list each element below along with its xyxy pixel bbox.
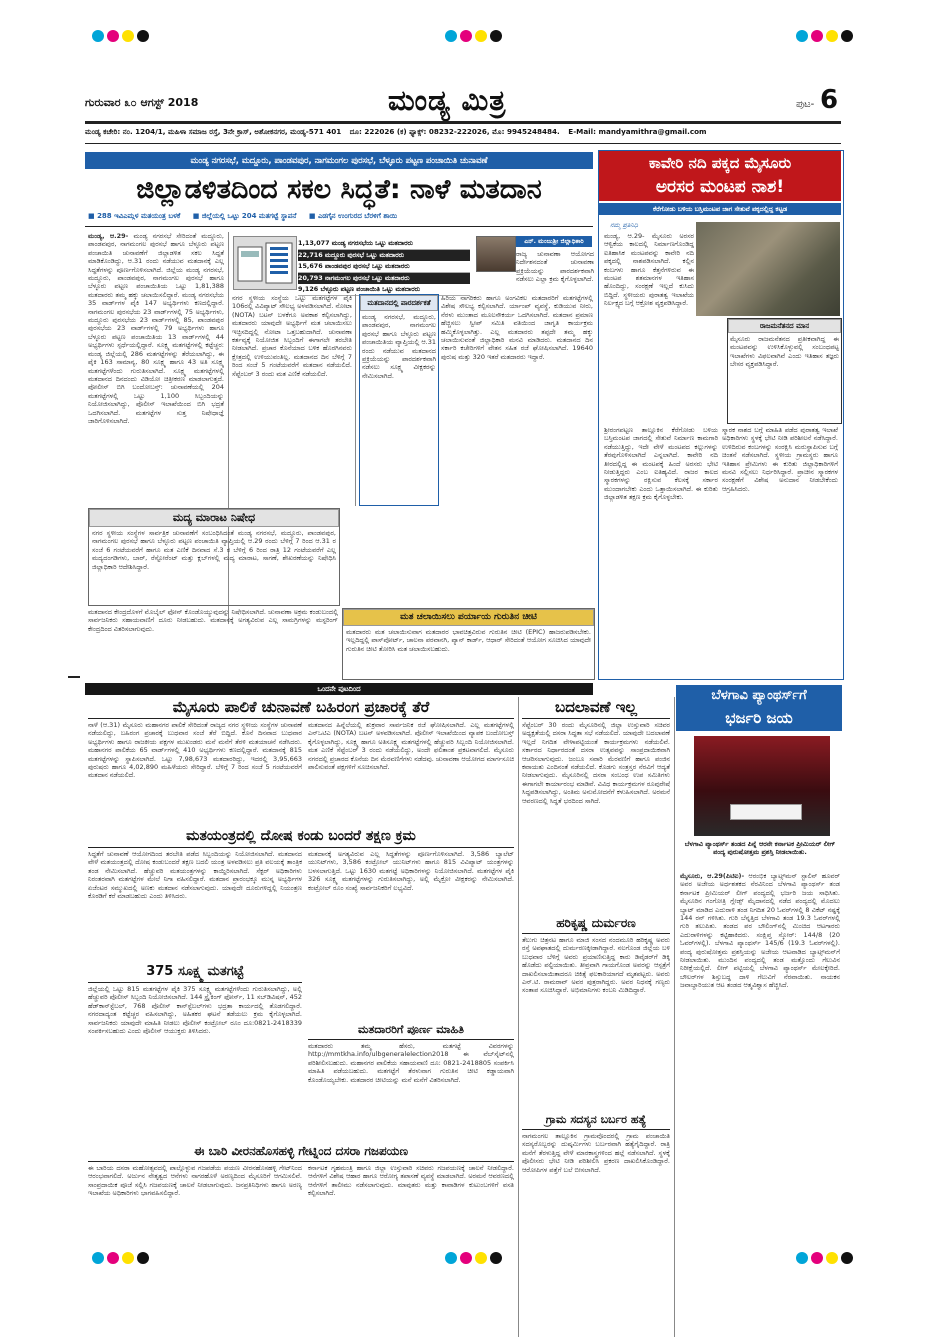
registration-dot [841,1252,853,1264]
mid-band: ಒಂದನೇ ಪುಟದಿಂದ [85,683,593,695]
bullet-2: ■ ಜಿಲ್ಲೆಯಲ್ಲಿ ಒಟ್ಟು 204 ಮತಗಟ್ಟೆ ಸ್ಥಾಪನೆ [192,212,297,220]
inset-title: ರಾಜಮನೆತನದ ಮಾನ [728,319,841,333]
registration-dot [92,1252,104,1264]
rule [522,933,670,934]
registration-dot [796,1252,808,1264]
registration-dot [841,30,853,42]
story-5-body: ಮತದಾರರು ತಮ್ಮ ಹೆಸರು, ಮತಗಟ್ಟೆ ವಿವರಗಳನ್ನು http://mmtkha.info/ulbgeneralelection2018 ಈ ವೆಬ್‌ಸೈಟ್‌ನಲ್ಲಿ ಪರಿಶೀಲಿಸಬಹುದು. ಮಹಾನಗರ ಪಾಲಿಕೆಯ ಸಹಾಯವಾಣಿ ದೂ: 0821-2418805 ಸಂಪರ್ಕಿಸಿ ಮಾಹಿತಿ ಪಡೆಯಬಹುದು. ಮತಗಟ್ಟೆಗೆ ತೆರಳುವಾಗ ಗುರುತಿನ ಚೀಟಿ ಕಡ್ಡಾಯವಾಗಿ ಕೊಂಡೊಯ್ಯಬೇಕು. ಮತದಾರರ ಚೀಟಿಯನ್ನು ಮನೆ ಮನೆಗೆ ವಿತರಿಸಲಾಗಿದೆ. [308,1042,514,1084]
lead-headline: ಜಿಲ್ಲಾಡಳಿತದಿಂದ ಸಕಲ ಸಿದ್ಧತೆ: ನಾಳೆ ಮತದಾನ [136,174,542,205]
header-rule [85,121,841,124]
lead-col-bottom: ಮತದಾನದ ಕೇಂದ್ರದೊಳಗೆ ಮೊಬೈಲ್ ಫೋನ್ ಕೊಂಡೊಯ್ಯುವುದನ್ನು ನಿಷೇಧಿಸಲಾಗಿದೆ. ಚುನಾವಣಾ ಅಕ್ರಮ ಕಂಡುಬಂದಲ್ಲಿ ಸಾರ್ವಜನಿಕರು ಸಹಾಯವಾಣಿಗೆ ದೂರು ನೀಡಬಹುದು. ಮತದಾನಕ್ಕೆ ಅಗತ್ಯವಿರುವ ಎಲ್ಲ ಸಾಮಗ್ರಿಗಳನ್ನು ಮಸ್ಟರಿಂಗ್ ಕೇಂದ್ರದಿಂದ ವಿತರಿಸಲಾಗುವುದು. [88,608,338,633]
col-divider [518,697,519,1337]
story-1-col-1: ನಾಳೆ (ಆ.31) ಮೈಸೂರು ಮಹಾನಗರ ಪಾಲಿಕೆ ಸೇರಿದಂತೆ ರಾಜ್ಯದ ನಗರ ಸ್ಥಳೀಯ ಸಂಸ್ಥೆಗಳ ಚುನಾವಣೆ ನಡೆಯಲಿದ್ದು, ಬಹಿರಂಗ ಪ್ರಚಾರಕ್ಕೆ ಬುಧವಾರ ಸಂಜೆ ತೆರೆ ಬಿದ್ದಿದೆ. ಕೊನೆ ದಿನವಾದ ಬುಧವಾರ ಅಭ್ಯರ್ಥಿಗಳು ಹಾಗೂ ರಾಜಕೀಯ ಪಕ್ಷಗಳ ಮುಖಂಡರು ಮನೆ ಮನೆಗೆ ತೆರಳಿ ಮತಯಾಚನೆ ನಡೆಸಿದರು. ಮಹಾನಗರ ಪಾಲಿಕೆಯ 65 ವಾರ್ಡ್‌ಗಳಲ್ಲಿ 410 ಅಭ್ಯರ್ಥಿಗಳು ಕಣದಲ್ಲಿದ್ದಾರೆ. ಮತದಾನಕ್ಕೆ 815 ಮತಗಟ್ಟೆಗಳನ್ನು ಸ್ಥಾಪಿಸಲಾಗಿದೆ. ಒಟ್ಟು 7,98,673 ಮತದಾರರಿದ್ದು, ಇದರಲ್ಲಿ 3,95,663 ಪುರುಷರು ಹಾಗೂ 4,02,890 ಮಹಿಳೆಯರು ಸೇರಿದ್ದಾರೆ. ಬೆಳಿಗ್ಗೆ 7 ರಿಂದ ಸಂಜೆ 5 ಗಂಟೆಯವರೆಗೆ ಮತದಾನ ನಡೆಯಲಿದೆ. [88,721,302,780]
sport-headline-line-1: ಬೆಳಗಾವಿ ಪ್ಯಾಂಥರ್ಸ್‌ಗೆ [711,688,807,703]
right-byline: ನಮ್ಮ ಪ್ರತಿನಿಧಿ [610,221,638,229]
registration-dot [137,1252,149,1264]
registration-dot [445,30,457,42]
alt-id-box [342,608,595,680]
registration-dot [122,30,134,42]
sport-body: ಮೈಸೂರು, ಆ.29(ಪಿಟಿಐ)- ಆರಂಭಿಕ ಬ್ಯಾಟ್ಸ್‌ಮನ್ ಸ್ಟಾಲಿನ್ ಹೂವರ್ ಅವರ ಅಜೇಯ ಅರ್ಧಶತಕದ ನೆರವಿನಿಂದ ಬೆಳಗಾವಿ ಪ್ಯಾಂಥರ್ಸ್ ತಂಡ ಕರ್ನಾಟಕ ಪ್ರೀಮಿಯರ್ ಲೀಗ್ ಪಂದ್ಯದಲ್ಲಿ ಭರ್ಜರಿ ಜಯ ಸಾಧಿಸಿತು. ಮೈಸೂರಿನ ಗಂಗೋತ್ರಿ ಗ್ಲೇಡ್ಸ್ ಮೈದಾನದಲ್ಲಿ ನಡೆದ ಪಂದ್ಯದಲ್ಲಿ ಮೊದಲು ಬ್ಯಾಟ್ ಮಾಡಿದ ಎದುರಾಳಿ ತಂಡ ನಿಗದಿತ 20 ಓವರ್‌ಗಳಲ್ಲಿ 8 ವಿಕೆಟ್ ನಷ್ಟಕ್ಕೆ 144 ರನ್ ಗಳಿಸಿತು. ಗುರಿ ಬೆನ್ನತ್ತಿದ ಬೆಳಗಾವಿ ತಂಡ 19.3 ಓವರ್‌ಗಳಲ್ಲಿ ಗುರಿ ತಲುಪಿತು. ತಂಡದ ಪರ ಬೌಲಿಂಗ್‌ನಲ್ಲಿ ಮಿಂಚಿದ ಆಟಗಾರರು ಎದುರಾಳಿಗಳನ್ನು ಕಟ್ಟಿಹಾಕಿದರು. ಸಂಕ್ಷಿಪ್ತ ಸ್ಕೋರ್: 144/8 (20 ಓವರ್‌ಗಳಲ್ಲಿ). ಬೆಳಗಾವಿ ಪ್ಯಾಂಥರ್ಸ್ 145/6 (19.3 ಓವರ್‌ಗಳಲ್ಲಿ). ಪಂದ್ಯ ಪುರುಷೋತ್ತಮ ಪ್ರಶಸ್ತಿಯನ್ನು ಅಜೇಯ ಆಟವಾಡಿದ ಬ್ಯಾಟ್ಸ್‌ಮನ್‌ಗೆ ನೀಡಲಾಯಿತು. ಮುಂದಿನ ಪಂದ್ಯದಲ್ಲಿ ತಂಡ ಮತ್ತೊಂದು ಗೆಲುವಿನ ನಿರೀಕ್ಷೆಯಲ್ಲಿದೆ. ಲೀಗ್ ಪಟ್ಟಿಯಲ್ಲಿ ಬೆಳಗಾವಿ ಪ್ಯಾಂಥರ್ಸ್ ಮೇಲಕ್ಕೇರಿದೆ. ಬೌಲರ್‌ಗಳ ಶಿಸ್ತುಬದ್ಧ ದಾಳಿ ಗೆಲುವಿಗೆ ನೆರವಾಯಿತು. ನಾಯಕನ ಜವಾಬ್ದಾರಿಯುತ ಆಟ ತಂಡದ ಆತ್ಮವಿಶ್ವಾಸ ಹೆಚ್ಚಿಸಿದೆ. [680,872,840,990]
registration-dot [460,30,472,42]
lead-kicker: ಮಂಡ್ಯ ನಗರಸಭೆ, ಮದ್ದೂರು, ಪಾಂಡವಪುರ, ನಾಗಮಂಗಲ ಪುರಸಭೆ, ಬೆಳ್ಳೂರು ಪಟ್ಟಣ ಪಂಚಾಯಿತಿ ಚುನಾವಣೆ [85,152,593,169]
story-2-title: ಬದಲಾವಣೆ ಇಲ್ಲ [555,698,637,716]
registration-dot [445,1252,457,1264]
lead-rule [85,226,593,227]
story-3-col-1: ಸಿದ್ಧತೆಗೆ ಚುನಾವಣೆ ಆಯೋಗದಿಂದ ತರಬೇತಿ ಪಡೆದ ಸಿಬ್ಬಂದಿಯನ್ನು ನಿಯೋಜಿಸಲಾಗಿದೆ. ಮತದಾನದ ವೇಳೆ ಮತಯಂತ್ರದಲ್ಲಿ ದೋಷ ಕಂಡುಬಂದರೆ ತಕ್ಷಣ ಬದಲಿ ಯಂತ್ರ ಅಳವಡಿಸಲು ಪ್ರತಿ ವಲಯಕ್ಕೆ ತಾಂತ್ರಿಕ ತಂಡ ನೇಮಿಸಲಾಗಿದೆ. ಹೆಚ್ಚುವರಿ ಮತಯಂತ್ರಗಳನ್ನು ಕಾಯ್ದಿರಿಸಲಾಗಿದೆ. ಸೆಕ್ಟರ್ ಅಧಿಕಾರಿಗಳು ನಿರಂತರವಾಗಿ ಮತಗಟ್ಟೆಗಳ ಮೇಲೆ ನಿಗಾ ವಹಿಸಲಿದ್ದಾರೆ. ಮತದಾನ ಪ್ರಾರಂಭಕ್ಕೂ ಮುನ್ನ ಅಭ್ಯರ್ಥಿಗಳ ಏಜೆಂಟರ ಸಮ್ಮುಖದಲ್ಲಿ ಅಣಕು ಮತದಾನ ನಡೆಸಲಾಗುವುದು. ಯಾವುದೇ ದೂರುಗಳಿದ್ದಲ್ಲಿ ನಿಯಂತ್ರಣ ಕೊಠಡಿಗೆ ಕರೆ ಮಾಡಬಹುದು ಎಂದು ತಿಳಿಸಿದರು. [88,850,302,901]
registration-dot [826,1252,838,1264]
registration-dot [826,30,838,42]
trophy-cheque [730,804,802,820]
stat-row: 20,793 ನಾಗಮಂಗಲ ಪುರಸಭೆ ಒಟ್ಟು ಮತದಾರರು [298,273,470,284]
lead-body-1: ಮಂಡ್ಯ ನಗರಸಭೆ ಸೇರಿದಂತೆ ಮದ್ದೂರು, ಪಾಂಡವಪುರ, ನಾಗಮಂಗಲ ಪುರಸಭೆ ಹಾಗೂ ಬೆಳ್ಳೂರು ಪಟ್ಟಣ ಪಂಚಾಯಿತಿ ಚುನಾವಣೆಗೆ ಜಿಲ್ಲಾಡಳಿತ ಸಕಲ ಸಿದ್ಧತೆ ಮಾಡಿಕೊಂಡಿದ್ದು, ಆ.31 ರಂದು ನಡೆಯುವ ಮತದಾನಕ್ಕೆ ಎಲ್ಲ ಸಿದ್ಧತೆಗಳನ್ನು ಪೂರ್ಣಗೊಳಿಸಲಾಗಿದೆ. ಜಿಲ್ಲೆಯ ಮಂಡ್ಯ ನಗರಸಭೆ, ಮದ್ದೂರು, ಪಾಂಡವಪುರ, ನಾಗಮಂಗಲ ಪುರಸಭೆ ಹಾಗೂ ಬೆಳ್ಳೂರು ಪಟ್ಟಣ ಪಂಚಾಯಿತಿಯ ಒಟ್ಟು 1,81,388 ಮತದಾರರು ತಮ್ಮ ಹಕ್ಕು ಚಲಾಯಿಸಲಿದ್ದಾರೆ. ಮಂಡ್ಯ ನಗರಸಭೆಯ 35 ವಾರ್ಡ್‌ಗಳ ಪೈಕಿ 147 ಅಭ್ಯರ್ಥಿಗಳು ಕಣದಲ್ಲಿದ್ದಾರೆ. ನಾಗಮಂಗಲ ಪುರಸಭೆಯ 23 ವಾರ್ಡ್‌ಗಳಲ್ಲಿ 75 ಅಭ್ಯರ್ಥಿಗಳು, ಮದ್ದೂರು ಪುರಸಭೆಯ 23 ವಾರ್ಡ್‌ಗಳಲ್ಲಿ 85, ಪಾಂಡವಪುರ ಪುರಸಭೆಯ 23 ವಾರ್ಡ್‌ಗಳಲ್ಲಿ 79 ಅಭ್ಯರ್ಥಿಗಳು ಹಾಗೂ ಬೆಳ್ಳೂರು ಪಟ್ಟಣ ಪಂಚಾಯಿತಿಯ 13 ವಾರ್ಡ್‌ಗಳಲ್ಲಿ 44 ಅಭ್ಯರ್ಥಿಗಳು ಸ್ಪರ್ಧೆಯಲ್ಲಿದ್ದಾರೆ. ಸೂಕ್ಷ್ಮ ಮತಗಟ್ಟೆಗಳಲ್ಲಿ ಕಟ್ಟೆಚ್ಚರ: ಮಂಡ್ಯ ಜಿಲ್ಲೆಯಲ್ಲಿ 286 ಮತಗಟ್ಟೆಗಳನ್ನು ತೆರೆಯಲಾಗಿದ್ದು, ಈ ಪೈಕಿ 163 ಸಾಮಾನ್ಯ, 80 ಸೂಕ್ಷ್ಮ ಹಾಗೂ 43 ಅತಿ ಸೂಕ್ಷ್ಮ ಮತಗಟ್ಟೆಗಳೆಂದು ಗುರುತಿಸಲಾಗಿದೆ. ಸೂಕ್ಷ್ಮ ಮತಗಟ್ಟೆಗಳಲ್ಲಿ ಮತದಾನದ ದಿನದಂದು ವಿಡಿಯೋ ಚಿತ್ರೀಕರಣ ಮಾಡಲಾಗುತ್ತದೆ. ಪೋಲೀಸ್ ಬಿಗಿ ಬಂದೋಬಸ್ತ್: ಚುನಾವಣೆಯಲ್ಲಿ 204 ಮತಗಟ್ಟೆಗಳಲ್ಲಿ ಒಟ್ಟು 1,100 ಸಿಬ್ಬಂದಿಯನ್ನು ನಿಯೋಜಿಸಲಾಗಿದ್ದು, ಪೊಲೀಸ್ ಇಲಾಖೆಯಿಂದ ಬಿಗಿ ಭದ್ರತೆ ಒದಗಿಸಲಾಗಿದೆ. ಮತಗಟ್ಟೆಗಳ ಸುತ್ತ ನಿಷೇಧಾಜ್ಞೆ ಜಾರಿಗೊಳಿಸಲಾಗಿದೆ. [88,232,224,425]
story-3-title: ಮತಯಂತ್ರದಲ್ಲಿ ದೋಷ ಕಂಡು ಬಂದರೆ ತಕ್ಷಣ ಕ್ರಮ [186,828,416,844]
right-headline-line-1: ಕಾವೇರಿ ನದಿ ಪಕ್ಕದ ಮೈಸೂರು [648,154,792,172]
page-number: 6 [820,85,839,115]
right-headline-block [599,151,841,201]
story-7-title: ಗ್ರಾಮ ಸದಸ್ಯನ ಬರ್ಬರ ಹತ್ಯೆ [545,1113,647,1126]
registration-dot [475,1252,487,1264]
lead-bullets [88,212,593,221]
inset-box [727,318,842,424]
officer-label: ಎನ್. ಮಂಜುಶ್ರೀ ಜಿಲ್ಲಾಧಿಕಾರಿ [516,236,592,247]
rule [522,718,670,719]
header-rule-2 [85,143,841,144]
story-7-body: ನಾಗಮಂಗಲ ತಾಲ್ಲೂಕಿನ ಗ್ರಾಮವೊಂದರಲ್ಲಿ ಗ್ರಾಮ ಪಂಚಾಯಿತಿ ಸದಸ್ಯರೊಬ್ಬರನ್ನು ದುಷ್ಕರ್ಮಿಗಳು ಬರ್ಬರವಾಗಿ ಹತ್ಯೆಗೈದಿದ್ದಾರೆ. ರಾತ್ರಿ ಮನೆಗೆ ತೆರಳುತ್ತಿದ್ದ ವೇಳೆ ಮಾರಕಾಸ್ತ್ರಗಳಿಂದ ಹಲ್ಲೆ ನಡೆಸಲಾಗಿದೆ. ಸ್ಥಳಕ್ಕೆ ಪೊಲೀಸರು ಭೇಟಿ ನೀಡಿ ಪರಿಶೀಲಿಸಿ ಪ್ರಕರಣ ದಾಖಲಿಸಿಕೊಂಡಿದ್ದಾರೆ. ಆರೋಪಿಗಳ ಪತ್ತೆಗೆ ಬಲೆ ಬೀಸಲಾಗಿದೆ. [522,1132,670,1174]
story-6-body: ತೆಲುಗು ಚಿತ್ರನಟ ಹಾಗೂ ಮಾಜಿ ಸಂಸದ ನಂದಮೂರಿ ಹರಿಕೃಷ್ಣ ಅವರು ರಸ್ತೆ ಅಪಘಾತದಲ್ಲಿ ದುರ್ಮರಣಕ್ಕೀಡಾಗಿದ್ದಾರೆ. ನಲಗೊಂಡ ಜಿಲ್ಲೆಯ ಬಳಿ ಬುಧವಾರ ಬೆಳಿಗ್ಗೆ ಅವರು ಪ್ರಯಾಣಿಸುತ್ತಿದ್ದ ಕಾರು ಡಿವೈಡರ್‌ಗೆ ಡಿಕ್ಕಿ ಹೊಡೆದು ಪಲ್ಟಿಯಾಯಿತು. ತೀವ್ರವಾಗಿ ಗಾಯಗೊಂಡ ಅವರನ್ನು ಆಸ್ಪತ್ರೆಗೆ ದಾಖಲಿಸಲಾಯಿತಾದರೂ ಚಿಕಿತ್ಸೆ ಫಲಕಾರಿಯಾಗದೆ ಮೃತಪಟ್ಟರು. ಅವರು ಎನ್.ಟಿ. ರಾಮರಾವ್ ಅವರ ಪುತ್ರರಾಗಿದ್ದರು. ಅವರ ನಿಧನಕ್ಕೆ ಗಣ್ಯರು ಸಂತಾಪ ಸೂಚಿಸಿದ್ದಾರೆ. ಅಭಿಮಾನಿಗಳು ಕಂಬನಿ ಮಿಡಿದಿದ್ದಾರೆ. [522,936,670,995]
stat-row: 1,13,077 ಮಂಡ್ಯ ನಗರಸಭೆಯ ಒಟ್ಟು ಮತದಾರರು [298,238,470,250]
bullet-3: ■ ಎಡಗೈನ ಉಂಗುರದ ಬೆರಳಿಗೆ ಶಾಯಿ [308,212,398,220]
address: ಮಂಡ್ಯ ಕಚೇರಿ: ನಂ. 1204/1, ಮಹಿಳಾ ಸಮಾಜ ರಸ್ತೆ, 3ನೇ ಕ್ರಾಸ್, ಅಶೋಕನಗರ, ಮಂಡ್ಯ-571 401 [85,127,342,136]
inset-body: ಮೈಸೂರು ರಾಜಮನೆತನದ ಪ್ರತೀಕವಾಗಿದ್ದ ಈ ಮಂಟಪವನ್ನು ಉಳಿಸಿಕೊಳ್ಳುವಲ್ಲಿ ಸಂಬಂಧಪಟ್ಟ ಇಲಾಖೆಗಳು ವಿಫಲವಾಗಿವೆ ಎಂದು ಇತಿಹಾಸ ತಜ್ಞರು ಬೇಸರ ವ್ಯಕ್ತಪಡಿಸಿದ್ದಾರೆ. [730,335,839,369]
stat-row: 22,716 ಮದ್ದೂರು ಪುರಸಭೆ ಒಟ್ಟು ಮತದಾರರು [298,250,470,261]
registration-dot [107,30,119,42]
story-8-title: ಈ ಬಾರಿ ವೀರನಹೊಸಹಳ್ಳಿ ಗೇಟ್ನಿಂದ ದಸರಾ ಗಜಪಯಣ [194,1144,408,1158]
rule [88,847,514,848]
story-8-col-2: ಕರ್ನಾಟಕ ಗೃಹಮಂತ್ರಿ ಹಾಗೂ ಜಿಲ್ಲಾ ಉಸ್ತುವಾರಿ ಸಚಿವರು ಗಜಪಯಣಕ್ಕೆ ಚಾಲನೆ ನೀಡಲಿದ್ದಾರೆ. ಆನೆಗಳಿಗೆ ವಿಶೇಷ ಆಹಾರ ಹಾಗೂ ಆರೋಗ್ಯ ತಪಾಸಣೆ ವ್ಯವಸ್ಥೆ ಮಾಡಲಾಗಿದೆ. ಅರಮನೆ ಆವರಣದಲ್ಲಿ ಆನೆಗಳಿಗೆ ತಾಲೀಮು ನಡೆಸಲಾಗುವುದು. ಮಾವುತರು ಮತ್ತು ಕಾವಾಡಿಗಳ ಕುಟುಂಬಗಳಿಗೆ ವಸತಿ ಕಲ್ಪಿಸಲಾಗಿದೆ. [308,1164,514,1198]
right-sub: ಕೆರೆಗೋಡು ಬಳಿಯ ಬಸ್ತಿಮಂಟಪ ಜಾಗ ಸೇತುವೆ ಪಕ್ಕದಲ್ಲಿದ್ದ ಕಟ್ಟಡ [599,203,841,215]
story-1-title: ಮೈಸೂರು ಪಾಲಿಕೆ ಚುನಾವಣೆ ಬಹಿರಂಗ ಪ್ರಚಾರಕ್ಕೆ ತೆರೆ [172,698,430,716]
alt-id-title: ಮತ ಚಲಾಯಿಸಲು ಪರ್ಯಾಯ ಗುರುತಿನ ಚೀಟಿ [343,609,594,626]
story-5-title: ಮತದಾರರಿಗೆ ಪೂರ್ಣ ಮಾಹಿತಿ [357,1023,465,1036]
registration-dot [811,1252,823,1264]
stat-row: 9,126 ಬೆಳ್ಳೂರು ಪಟ್ಟಣ ಪಂಚಾಯಿತಿ ಒಟ್ಟು ಮತದಾರರು [298,284,470,296]
lead-col-3-top: ರಾಜ್ಯ ಚುನಾವಣಾ ಆಯೋಗದ ನಿರ್ದೇಶನದಂತೆ ಚುನಾವಣಾ ಪ್ರಕ್ರಿಯೆಯನ್ನು ಪಾರದರ್ಶಕವಾಗಿ ನಡೆಸಲು ಎಲ್ಲಾ ಕ್ರಮ ಕೈಗೊಳ್ಳಲಾಗಿದೆ. [516,250,594,284]
bullet-1: ■ 288 ಇವಿಎಮ್ಗಳ ಮತಯಂತ್ರ ಬಳಕೆ [88,212,181,220]
rule [88,982,302,983]
left-margin-mark [68,676,80,678]
ruin-photo [696,222,840,316]
lead-col-2: ನಗರ ಸ್ಥಳೀಯ ಸಂಸ್ಥೆಯ ಒಟ್ಟು ಮತಗಟ್ಟೆಗಳ ಪೈಕಿ 106ರಲ್ಲಿ ವಿವಿಪ್ಯಾಟ್ ಸೌಲಭ್ಯ ಅಳವಡಿಸಲಾಗಿದೆ. ನೋಟಾ (NOTA) ಬಟನ್ ಬಳಕೆಗೂ ಅವಕಾಶ ಕಲ್ಪಿಸಲಾಗಿದ್ದು, ಮತದಾರರು ಯಾವುದೇ ಅಭ್ಯರ್ಥಿಗೆ ಮತ ಚಲಾಯಿಸಲು ಇಚ್ಛಿಸದಿದ್ದಲ್ಲಿ ನೋಟಾ ಒತ್ತಬಹುದಾಗಿದೆ. ಚುನಾವಣಾ ಕರ್ತವ್ಯಕ್ಕೆ ನಿಯೋಜಿತ ಸಿಬ್ಬಂದಿಗೆ ಈಗಾಗಲೇ ತರಬೇತಿ ನೀಡಲಾಗಿದೆ. ಪ್ರಚಾರ ಕೊನೆಯಾದ ಬಳಿಕ ಹೊರಗಿನವರು ಕ್ಷೇತ್ರದಲ್ಲಿ ಉಳಿಯುವಂತಿಲ್ಲ. ಮತದಾನದ ದಿನ ಬೆಳಿಗ್ಗೆ 7 ರಿಂದ ಸಂಜೆ 5 ಗಂಟೆಯವರೆಗೆ ಮತದಾನ ನಡೆಯಲಿದೆ. ಸೆಪ್ಟೆಂಬರ್ 3 ರಂದು ಮತ ಎಣಿಕೆ ನಡೆಯಲಿದೆ. [232,294,352,378]
email-link[interactable]: E-Mail: mandyamithra@gmail.com [568,127,707,136]
officer-photo [476,236,516,272]
liquor-ban-title: ಮದ್ಯ ಮಾರಾಟ ನಿಷೇಧ [89,509,339,527]
rule [308,1039,514,1040]
rule [88,718,514,719]
transparency-title: ಮತದಾನದಲ್ಲಿ ಪಾರದರ್ಶಕತೆ [360,295,438,311]
right-col-1: ಮಂಡ್ಯ, ಆ.29- ಮೈಸೂರು ಅರಸರ ಆಳ್ವಿಕೆಯ ಕಾಲದಲ್ಲಿ ನಿರ್ಮಾಣಗೊಂಡಿದ್ದ ಐತಿಹಾಸಿಕ ಮಂಟಪವನ್ನು ಕಾವೇರಿ ನದಿ ಪಕ್ಕದಲ್ಲಿ ನಾಶಪಡಿಸಲಾಗಿದೆ. ಕಲ್ಲಿನ ಕಂಬಗಳು ಹಾಗೂ ಕೆತ್ತನೆಗಳಿರುವ ಈ ಮಂಟಪ ಶತಮಾನಗಳ ಇತಿಹಾಸ ಹೊಂದಿದ್ದು, ಸಂರಕ್ಷಣೆ ಇಲ್ಲದೆ ಕುಸಿದು ಬಿದ್ದಿದೆ. ಸ್ಥಳೀಯರು ಪುರಾತತ್ವ ಇಲಾಖೆಯ ನಿರ್ಲಕ್ಷ್ಯದ ಬಗ್ಗೆ ಆಕ್ರೋಶ ವ್ಯಕ್ತಪಡಿಸಿದ್ದಾರೆ. [604,232,694,308]
sport-caption: ಬೆಳಗಾವಿ ಪ್ಯಾಂಥರ್ಸ್ ತಂಡದ ಪಿನ್ನೆ ಆರನೇ ಕರ್ನಾಟಕ ಪ್ರೀಮಿಯರ್ ಲೀಗ್ ಪಂದ್ಯ ಪುರುಷೋತ್ತಮ ಪ್ರಶಸ್ತಿ ನೀಡಲಾಯಿತು. [684,840,836,857]
registration-dot [460,1252,472,1264]
registration-dot [107,1252,119,1264]
lead-dateline: ಮಂಡ್ಯ, ಆ.29- [88,232,129,240]
alt-id-body: ಮತದಾರರು ಮತ ಚಲಾಯಿಸುವಾಗ ಮತದಾರರ ಭಾವಚಿತ್ರವಿರುವ ಗುರುತಿನ ಚೀಟಿ (EPIC) ಹಾಜರುಪಡಿಸಬೇಕು. ಇಲ್ಲದಿದ್ದಲ್ಲಿ ಪಾಸ್‌ಪೋರ್ಟ್, ಚಾಲನಾ ಪರವಾನಗಿ, ಪ್ಯಾನ್ ಕಾರ್ಡ್, ಆಧಾರ್ ಸೇರಿದಂತೆ ಆಯೋಗ ಸೂಚಿಸಿದ ಯಾವುದೇ ಗುರುತಿನ ಚೀಟಿ ತೋರಿಸಿ ಮತ ಚಲಾಯಿಸಬಹುದು. [346,628,591,653]
right-col-3: ಸ್ಮಾರಕ ನಾಶದ ಬಗ್ಗೆ ಮಾಹಿತಿ ಪಡೆದ ಪುರಾತತ್ವ ಇಲಾಖೆ ಅಧಿಕಾರಿಗಳು ಸ್ಥಳಕ್ಕೆ ಭೇಟಿ ನೀಡಿ ಪರಿಶೀಲನೆ ನಡೆಸಿದ್ದಾರೆ. ಉಳಿದಿರುವ ಕಂಬಗಳನ್ನು ಸಂರಕ್ಷಿಸಿ ಮರುಸ್ಥಾಪಿಸುವ ಬಗ್ಗೆ ಚಿಂತನೆ ನಡೆಸಲಾಗಿದೆ. ಸ್ಥಳೀಯ ಗ್ರಾಮಸ್ಥರು ಹಾಗೂ ಇತಿಹಾಸ ಪ್ರೇಮಿಗಳು ಈ ಕುರಿತು ಜಿಲ್ಲಾಧಿಕಾರಿಗಳಿಗೆ ಮನವಿ ಸಲ್ಲಿಸಲು ನಿರ್ಧರಿಸಿದ್ದಾರೆ. ಪ್ರಾಚೀನ ಸ್ಮಾರಕಗಳ ಸಂರಕ್ಷಣೆಗೆ ವಿಶೇಷ ಅನುದಾನ ನೀಡಬೇಕೆಂದು ಆಗ್ರಹಿಸಿದರು. [722,426,838,493]
rule [522,1129,670,1130]
story-3-col-2: ಮತದಾನಕ್ಕೆ ಅಗತ್ಯವಿರುವ ಎಲ್ಲ ಸಿದ್ಧತೆಗಳನ್ನು ಪೂರ್ಣಗೊಳಿಸಲಾಗಿದೆ. 3,586 ಬ್ಯಾಲೆಟ್ ಯುನಿಟ್‌ಗಳು, 3,586 ಕಂಟ್ರೋಲ್ ಯುನಿಟ್‌ಗಳು ಹಾಗೂ 815 ವಿವಿಪ್ಯಾಟ್ ಯಂತ್ರಗಳನ್ನು ಬಳಸಲಾಗುತ್ತಿದೆ. ಒಟ್ಟು 1630 ಮತಗಟ್ಟೆ ಅಧಿಕಾರಿಗಳನ್ನು ನಿಯೋಜಿಸಲಾಗಿದೆ. ಮತಗಟ್ಟೆಗಳ ಪೈಕಿ 326 ಸೂಕ್ಷ್ಮ ಮತಗಟ್ಟೆಗಳನ್ನು ಗುರುತಿಸಲಾಗಿದ್ದು, ಅಲ್ಲಿ ಮೈಕ್ರೋ ವೀಕ್ಷಕರನ್ನು ನೇಮಿಸಲಾಗಿದೆ. ಕಂಟ್ರೋಲ್ ರೂಂ ಸಂಖ್ಯೆ ಸಾರ್ವಜನಿಕರಿಗೆ ಲಭ್ಯವಿದೆ. [308,850,514,892]
sport-photo [694,736,830,836]
col-divider [674,697,675,1337]
sport-dateline: ಮೈಸೂರು, ಆ.29(ಪಿಟಿಐ)- [680,872,745,880]
col-divider [355,294,356,506]
story-4-body: ಜಿಲ್ಲೆಯಲ್ಲಿ ಒಟ್ಟು 815 ಮತಗಟ್ಟೆಗಳ ಪೈಕಿ 375 ಸೂಕ್ಷ್ಮ ಮತಗಟ್ಟೆಗಳೆಂದು ಗುರುತಿಸಲಾಗಿದ್ದು, ಅಲ್ಲಿ ಹೆಚ್ಚುವರಿ ಪೊಲೀಸ್ ಸಿಬ್ಬಂದಿ ನಿಯೋಜಿಸಲಾಗಿದೆ. 144 ಸ್ಟ್ರೈಕಿಂಗ್ ಫೋರ್ಸ್, 11 ಸಬ್‌ಡಿವಿಷನ್, 452 ಹೆಡ್‌ಕಾನ್‌ಸ್ಟೆಬಲ್, 768 ಪೊಲೀಸ್ ಕಾನ್‌ಸ್ಟೆಬಲ್‌ಗಳು ಭದ್ರತಾ ಕಾರ್ಯದಲ್ಲಿ ತೊಡಗಲಿದ್ದಾರೆ. ನಗರದಾದ್ಯಂತ ಕಟ್ಟೆಚ್ಚರ ವಹಿಸಲಾಗಿದ್ದು, ಅಹಿತಕರ ಘಟನೆ ತಡೆಯಲು ಕ್ರಮ ಕೈಗೊಳ್ಳಲಾಗಿದೆ. ಸಾರ್ವಜನಿಕರು ಯಾವುದೇ ಮಾಹಿತಿ ನೀಡಲು ಪೊಲೀಸ್ ಕಂಟ್ರೋಲ್ ರೂಂ ದೂ:0821-2418339 ಸಂಪರ್ಕಿಸಬಹುದು ಎಂದು ಪೊಲೀಸ್ ಆಯುಕ್ತರು ತಿಳಿಸಿದರು. [88,985,302,1036]
registration-dot [137,30,149,42]
registration-dot [811,30,823,42]
registration-dot [490,30,502,42]
rule [88,1161,514,1162]
stat-row: 15,676 ಪಾಂಡವಪುರ ಪುರಸಭೆ ಒಟ್ಟು ಮತದಾರರು [298,261,470,273]
story-4-title: 375 ಸೂಕ್ಷ್ಮ ಮತಗಟ್ಟೆ [146,964,244,979]
right-headline-line-2: ಅರಸರ ಮಂಟಪ ನಾಶ! [655,177,785,197]
liquor-ban-box [88,508,340,606]
voting-machine-image [233,236,297,290]
registration-dot [796,30,808,42]
registration-dot [490,1252,502,1264]
phone: ದೂ: 222026 (ಕ) ಫ್ಯಾಕ್ಸ್: 08232-222026, ಮೊ: 9945248484. [349,127,560,136]
liquor-ban-body: ನಗರ ಸ್ಥಳೀಯ ಸಂಸ್ಥೆಗಳ ಸಾರ್ವತ್ರಿಕ ಚುನಾವಣೆಗೆ ಸಂಬಂಧಿಸಿದಂತೆ ಮಂಡ್ಯ ನಗರಸಭೆ, ಮದ್ದೂರು, ಪಾಂಡವಪುರ, ನಾಗಮಂಗಲ ಪುರಸಭೆ ಹಾಗೂ ಬೆಳ್ಳೂರು ಪಟ್ಟಣ ಪಂಚಾಯಿತಿ ವ್ಯಾಪ್ತಿಯಲ್ಲಿ ಆ.29 ರಂದು ಬೆಳಿಗ್ಗೆ 7 ರಿಂದ ಆ.31 ರ ಸಂಜೆ 6 ಗಂಟೆಯವರೆಗೆ ಹಾಗೂ ಮತ ಎಣಿಕೆ ದಿನವಾದ ಸೆ.3 ರ ಬೆಳಿಗ್ಗೆ 6 ರಿಂದ ರಾತ್ರಿ 12 ಗಂಟೆಯವರೆಗೆ ಎಲ್ಲ ಮದ್ಯದಂಗಡಿಗಳು, ಬಾರ್, ರೆಸ್ಟೋರೆಂಟ್ ಮತ್ತು ಕ್ಲಬ್‌ಗಳಲ್ಲಿ ಮದ್ಯ ಮಾರಾಟ, ಸಾಗಣೆ, ಶೇಖರಣೆಯನ್ನು ನಿಷೇಧಿಸಿ ಜಿಲ್ಲಾಧಿಕಾರಿ ಆದೇಶಿಸಿದ್ದಾರೆ. [92,529,336,571]
registration-dot [475,30,487,42]
story-2-body: ಸೆಪ್ಟೆಂಬರ್ 30 ರಂದು ಮೈಸೂರಿನಲ್ಲಿ ಜಿಲ್ಲಾ ಉಸ್ತುವಾರಿ ಸಚಿವರ ಅಧ್ಯಕ್ಷತೆಯಲ್ಲಿ ದಸರಾ ಸಿದ್ಧತಾ ಸಭೆ ನಡೆಯಲಿದೆ. ಯಾವುದೇ ಬದಲಾವಣೆ ಇಲ್ಲದೆ ನಿಗದಿತ ವೇಳಾಪಟ್ಟಿಯಂತೆ ಕಾರ್ಯಕ್ರಮಗಳು ನಡೆಯಲಿವೆ. ಸರ್ಕಾರದ ನಿರ್ಧಾರದಂತೆ ದಸರಾ ಉತ್ಸವವನ್ನು ಸಾಂಪ್ರದಾಯಿಕವಾಗಿ ಆಚರಿಸಲಾಗುವುದು. ಜಂಬೂ ಸವಾರಿ ಮೆರವಣಿಗೆ ಹಾಗೂ ಪಂಜಿನ ಕವಾಯತು ಎಂದಿನಂತೆ ನಡೆಯಲಿದೆ. ಕೊಡಗು ಸಂತ್ರಸ್ತರ ನೆರವಿಗೆ ಆದ್ಯತೆ ನೀಡಲಾಗುವುದು. ಮೈಸೂರಿನಲ್ಲಿ ದಸರಾ ಸಂಬಂಧ ಉಪ ಸಮಿತಿಗಳು ಈಗಾಗಲೇ ಕಾರ್ಯಾರಂಭ ಮಾಡಿವೆ. ವಿವಿಧ ಕಾರ್ಯಕ್ರಮಗಳ ರೂಪುರೇಷೆ ಸಿದ್ಧಪಡಿಸಲಾಗಿದ್ದು, ಅಂತಿಮ ಅನುಮೋದನೆಗೆ ಕಳುಹಿಸಲಾಗಿದೆ. ಅರಮನೆ ಆವರಣದಲ್ಲಿ ಸಿದ್ಧತೆ ಭರದಿಂದ ಸಾಗಿದೆ. [522,721,670,805]
story-6-title: ಹರಿಕೃಷ್ಣ ದುರ್ಮರಣ [556,916,636,930]
story-8-col-1: ಈ ಬಾರಿಯ ದಸರಾ ಮಹೋತ್ಸವದಲ್ಲಿ ಪಾಲ್ಗೊಳ್ಳುವ ಗಜಪಡೆಯ ಪಯಣ ವೀರನಹೊಸಹಳ್ಳಿ ಗೇಟ್‌ನಿಂದ ಆರಂಭವಾಗಲಿದೆ. ಅರ್ಜುನ ನೇತೃತ್ವದ ಆನೆಗಳು ನಾಗರಹೊಳೆ ಅರಣ್ಯದಿಂದ ಮೈಸೂರಿಗೆ ಆಗಮಿಸಲಿವೆ. ಸಾಂಪ್ರದಾಯಿಕ ಪೂಜೆ ಸಲ್ಲಿಸಿ ಗಜಪಯಣಕ್ಕೆ ಚಾಲನೆ ನೀಡಲಾಗುವುದು. ಜನಪ್ರತಿನಿಧಿಗಳು ಹಾಗೂ ಅರಣ್ಯ ಇಲಾಖೆಯ ಅಧಿಕಾರಿಗಳು ಭಾಗವಹಿಸಲಿದ್ದಾರೆ. [88,1164,302,1198]
right-col-2: ಶ್ರೀರಂಗಪಟ್ಟಣ ತಾಲ್ಲೂಕಿನ ಕೆರೆಗೋಡು ಬಳಿಯ ಬಸ್ತಿಮಂಟಪ ಜಾಗದಲ್ಲಿ ಸೇತುವೆ ನಿರ್ಮಾಣ ಕಾಮಗಾರಿ ನಡೆಯುತ್ತಿದ್ದು, ಇದೇ ವೇಳೆ ಮಂಟಪದ ಕಲ್ಲುಗಳನ್ನು ತೆರವುಗೊಳಿಸಲಾಗಿದೆ ಎನ್ನಲಾಗಿದೆ. ಕಾವೇರಿ ನದಿ ತೀರದಲ್ಲಿದ್ದ ಈ ಮಂಟಪಕ್ಕೆ ಹಿಂದೆ ಅರಸರು ಭೇಟಿ ನೀಡುತ್ತಿದ್ದರು ಎಂಬ ಐತಿಹ್ಯವಿದೆ. ರಾಜರ ಕಾಲದ ಸ್ಮಾರಕಗಳನ್ನು ರಕ್ಷಿಸುವ ಕೆಲಸಕ್ಕೆ ಸರ್ಕಾರ ಮುಂದಾಗಬೇಕು ಎಂದು ಒತ್ತಾಯಿಸಲಾಗಿದೆ. ಈ ಕುರಿತು ಜಿಲ್ಲಾಡಳಿತ ತಕ್ಷಣ ಕ್ರಮ ಕೈಗೊಳ್ಳಬೇಕು. [604,426,718,502]
header-address-bar [85,127,841,141]
registration-dot [122,1252,134,1264]
masthead: ಮಂಡ್ಯ ಮಿತ್ರ [388,84,507,117]
transparency-box [359,294,439,506]
transparency-body: ಮಂಡ್ಯ ನಗರಸಭೆ, ಮದ್ದೂರು, ಪಾಂಡವಪುರ, ನಾಗಮಂಗಲ ಪುರಸಭೆ ಹಾಗೂ ಬೆಳ್ಳೂರು ಪಟ್ಟಣ ಪಂಚಾಯಿತಿಯ ವ್ಯಾಪ್ತಿಯಲ್ಲಿ ಆ.31 ರಂದು ನಡೆಯುವ ಮತದಾನದ ಪ್ರಕ್ರಿಯೆಯನ್ನು ಪಾರದರ್ಶಕವಾಗಿ ನಡೆಸಲು ಸೂಕ್ಷ್ಮ ವೀಕ್ಷಕರನ್ನು ನೇಮಿಸಲಾಗಿದೆ. [362,313,436,380]
header-date: ಗುರುವಾರ ೩೦ ಆಗಸ್ಟ್ 2018 [85,96,199,109]
page-label: ಪುಟ- [796,99,815,110]
registration-dot [92,30,104,42]
sport-headline-line-2: ಭರ್ಜರಿ ಜಯ [725,709,793,727]
lead-col-3: ಹಿರಿಯ ನಾಗರಿಕರು ಹಾಗೂ ಅಂಗವಿಕಲ ಮತದಾರರಿಗೆ ಮತಗಟ್ಟೆಗಳಲ್ಲಿ ವಿಶೇಷ ಸೌಲಭ್ಯ ಕಲ್ಪಿಸಲಾಗಿದೆ. ರ್ಯಾಂಪ್ ವ್ಯವಸ್ಥೆ, ಕುಡಿಯುವ ನೀರು, ನೆರಳು ಮುಂತಾದ ಮೂಲಸೌಕರ್ಯ ಒದಗಿಸಲಾಗಿದೆ. ಮತದಾನ ಪ್ರಮಾಣ ಹೆಚ್ಚಿಸಲು ಸ್ವೀಪ್ ಸಮಿತಿ ವತಿಯಿಂದ ಜಾಗೃತಿ ಕಾರ್ಯಕ್ರಮ ಹಮ್ಮಿಕೊಳ್ಳಲಾಗಿತ್ತು. ಎಲ್ಲ ಮತದಾರರು ತಪ್ಪದೇ ತಮ್ಮ ಹಕ್ಕು ಚಲಾಯಿಸುವಂತೆ ಜಿಲ್ಲಾಧಿಕಾರಿ ಮನವಿ ಮಾಡಿದರು. ಮತದಾನದ ದಿನ ಸರ್ಕಾರಿ ಕಚೇರಿಗಳಿಗೆ ವೇತನ ಸಹಿತ ರಜೆ ಘೋಷಿಸಲಾಗಿದೆ. 19640 ಪುರುಷ ಮತ್ತು 320 ಇತರೆ ಮತದಾರರು ಇದ್ದಾರೆ. [441,294,593,361]
sport-headline-block [676,685,842,731]
story-1-col-2: ಮತದಾನದ ಹಿನ್ನೆಲೆಯಲ್ಲಿ ಶುಕ್ರವಾರ ಸಾರ್ವಜನಿಕ ರಜೆ ಘೋಷಿಸಲಾಗಿದೆ. ಎಲ್ಲ ಮತಗಟ್ಟೆಗಳಲ್ಲಿ ಎನ್ಒಟಿಎ (NOTA) ಬಟನ್ ಅಳವಡಿಸಲಾಗಿದೆ. ಪೊಲೀಸ್ ಇಲಾಖೆಯಿಂದ ವ್ಯಾಪಕ ಬಂದೋಬಸ್ತ್ ಕೈಗೊಳ್ಳಲಾಗಿದ್ದು, ಸೂಕ್ಷ್ಮ ಹಾಗೂ ಅತಿಸೂಕ್ಷ್ಮ ಮತಗಟ್ಟೆಗಳಲ್ಲಿ ಹೆಚ್ಚುವರಿ ಸಿಬ್ಬಂದಿ ನಿಯೋಜಿಸಲಾಗಿದೆ. ಮತ ಎಣಿಕೆ ಸೆಪ್ಟೆಂಬರ್ 3 ರಂದು ನಡೆಯಲಿದ್ದು, ಅಂದೇ ಫಲಿತಾಂಶ ಪ್ರಕಟವಾಗಲಿದೆ. ಮೈಸೂರು ನಗರದಲ್ಲಿ ಪ್ರಚಾರದ ಕೊನೆಯ ದಿನ ಮೆರವಣಿಗೆಗಳು ನಡೆದವು. ಚುನಾವಣಾ ಆಯೋಗದ ಮಾರ್ಗಸೂಚಿ ಪಾಲಿಸುವಂತೆ ಪಕ್ಷಗಳಿಗೆ ಸೂಚಿಸಲಾಗಿದೆ. [308,721,514,772]
voter-stats-box [298,238,470,296]
